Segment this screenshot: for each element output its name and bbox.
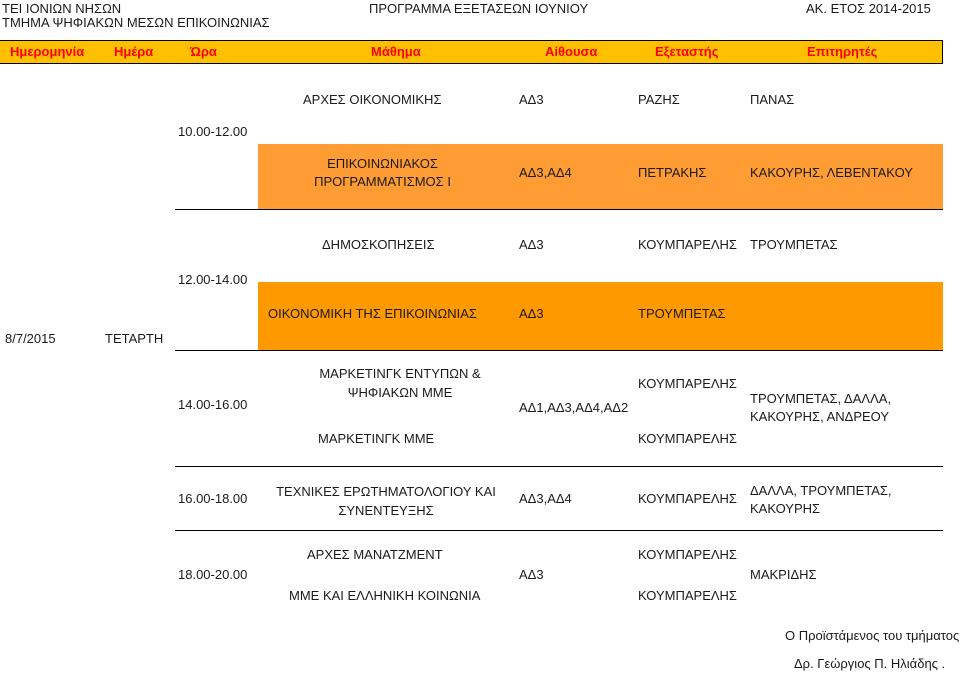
table-cell-course: ΔΗΜΟΣΚΟΠΗΣΕΙΣ	[322, 237, 435, 252]
table-cell-room: ΑΔ3	[519, 237, 544, 252]
table-cell-examiner: ΠΕΤΡΑΚΗΣ	[638, 165, 707, 180]
row-divider	[175, 209, 943, 210]
column-header-examiner: Εξεταστής	[655, 44, 719, 59]
table-cell-examiner: ΤΡΟΥΜΠΕΤΑΣ	[638, 306, 726, 321]
exam-date: 8/7/2015	[5, 331, 56, 346]
program-title: ΠΡΟΓΡΑΜΜΑ ΕΞΕΤΑΣΕΩΝ ΙΟΥΝΙΟΥ	[369, 1, 589, 16]
row-divider	[175, 466, 943, 467]
academic-year: ΑΚ. ΕΤΟΣ 2014-2015	[806, 1, 931, 16]
university-name: ΤΕΙ ΙΟΝΙΩΝ ΝΗΣΩΝ	[2, 1, 122, 16]
slot-1-block	[175, 64, 943, 144]
table-cell-room: ΑΔ1,ΑΔ3,ΑΔ4,ΑΔ2	[519, 400, 629, 415]
column-header-time: Ώρα	[190, 44, 217, 59]
slot-4-time: 16.00-18.00	[178, 491, 248, 506]
table-cell-course: ΑΡΧΕΣ ΟΙΚΟΝΟΜΙΚΗΣ	[303, 92, 442, 107]
table-cell-supervisors: ΠΑΝΑΣ	[750, 92, 795, 107]
table-cell-examiner: ΚΟΥΜΠΑΡΕΛΗΣ	[638, 547, 737, 562]
exam-day: ΤΕΤΑΡΤΗ	[105, 331, 164, 346]
table-cell-examiner: ΚΟΥΜΠΑΡΕΛΗΣ	[638, 237, 737, 252]
table-cell-supervisors: ΤΡΟΥΜΠΕΤΑΣ	[750, 237, 838, 252]
table-cell-course: ΜΜΕ ΚΑΙ ΕΛΛΗΝΙΚΗ ΚΟΙΝΩΝΙΑ	[289, 588, 481, 603]
table-border	[942, 40, 943, 63]
column-header-bar	[0, 40, 943, 64]
table-cell-examiner: ΚΟΥΜΠΑΡΕΛΗΣ	[638, 376, 737, 391]
column-header-supervisors: Επιτηρητές	[807, 44, 878, 59]
table-cell-room: ΑΔ3,ΑΔ4	[519, 165, 572, 180]
table-cell-supervisors: ΜΑΚΡΙΔΗΣ	[750, 567, 817, 582]
table-cell-examiner: ΚΟΥΜΠΑΡΕΛΗΣ	[638, 588, 737, 603]
row-divider	[175, 350, 943, 351]
column-header-course: Μάθημα	[371, 44, 421, 59]
slot-2-time: 12.00-14.00	[178, 272, 248, 287]
table-cell-room: ΑΔ3	[519, 306, 544, 321]
footer-signature: Δρ. Γεώργιος Π. Ηλιάδης .	[794, 656, 946, 671]
table-cell-course: ΜΑΡΚΕΤΙΝΓΚ ΕΝΤΥΠΩΝ & ΨΗΦΙΑΚΩΝ ΜΜΕ	[319, 366, 481, 400]
table-cell-supervisors: ΚΑΚΟΥΡΗΣ, ΛΕΒΕΝΤΑΚΟΥ	[750, 165, 913, 180]
table-cell-examiner: ΡΑΖΗΣ	[638, 92, 680, 107]
table-cell-course: ΤΕΧΝΙΚΕΣ ΕΡΩΤΗΜΑΤΟΛΟΓΙΟΥ ΚΑΙ ΣΥΝΕΝΤΕΥΞΗΣ	[276, 484, 496, 518]
table-cell-room: ΑΔ3	[519, 92, 544, 107]
table-cell-course: ΜΑΡΚΕΤΙΝΓΚ ΜΜΕ	[318, 431, 435, 446]
column-header-date: Ημερομηνία	[10, 44, 85, 59]
table-cell-examiner: ΚΟΥΜΠΑΡΕΛΗΣ	[638, 491, 737, 506]
slot-5-time: 18.00-20.00	[178, 567, 248, 582]
table-cell-course: ΟΙΚΟΝΟΜΙΚΗ ΤΗΣ ΕΠΙΚΟΙΝΩΝΙΑΣ	[268, 306, 477, 321]
table-cell-examiner: ΚΟΥΜΠΑΡΕΛΗΣ	[638, 431, 737, 446]
table-cell-course: ΑΡΧΕΣ ΜΑΝΑΤΖΜΕΝΤ	[307, 547, 443, 562]
table-cell-room: ΑΔ3,ΑΔ4	[519, 491, 572, 506]
row-divider	[175, 530, 943, 531]
table-cell-course: ΕΠΙΚΟΙΝΩΝΙΑΚΟΣ ΠΡΟΓΡΑΜΜΑΤΙΣΜΟΣ Ι	[314, 156, 451, 189]
column-header-day: Ημέρα	[114, 44, 154, 59]
footer-role: Ο Προϊστάμενος του τμήματος	[785, 628, 960, 643]
table-cell-room: ΑΔ3	[519, 567, 544, 582]
table-cell-supervisors: ΔΑΛΛΑ, ΤΡΟΥΜΠΕΤΑΣ, ΚΑΚΟΥΡΗΣ	[750, 483, 892, 516]
table-cell-supervisors: ΤΡΟΥΜΠΕΤΑΣ, ΔΑΛΛΑ, ΚΑΚΟΥΡΗΣ, ΑΝΔΡΕΟΥ	[750, 391, 892, 424]
column-header-room: Αίθουσα	[545, 44, 598, 59]
slot-1-time: 10.00-12.00	[178, 124, 248, 139]
slot-3-time: 14.00-16.00	[178, 397, 248, 412]
department-name: ΤΜΗΜΑ ΨΗΦΙΑΚΩΝ ΜΕΣΩΝ ΕΠΙΚΟΙΝΩΝΙΑΣ	[2, 15, 270, 30]
